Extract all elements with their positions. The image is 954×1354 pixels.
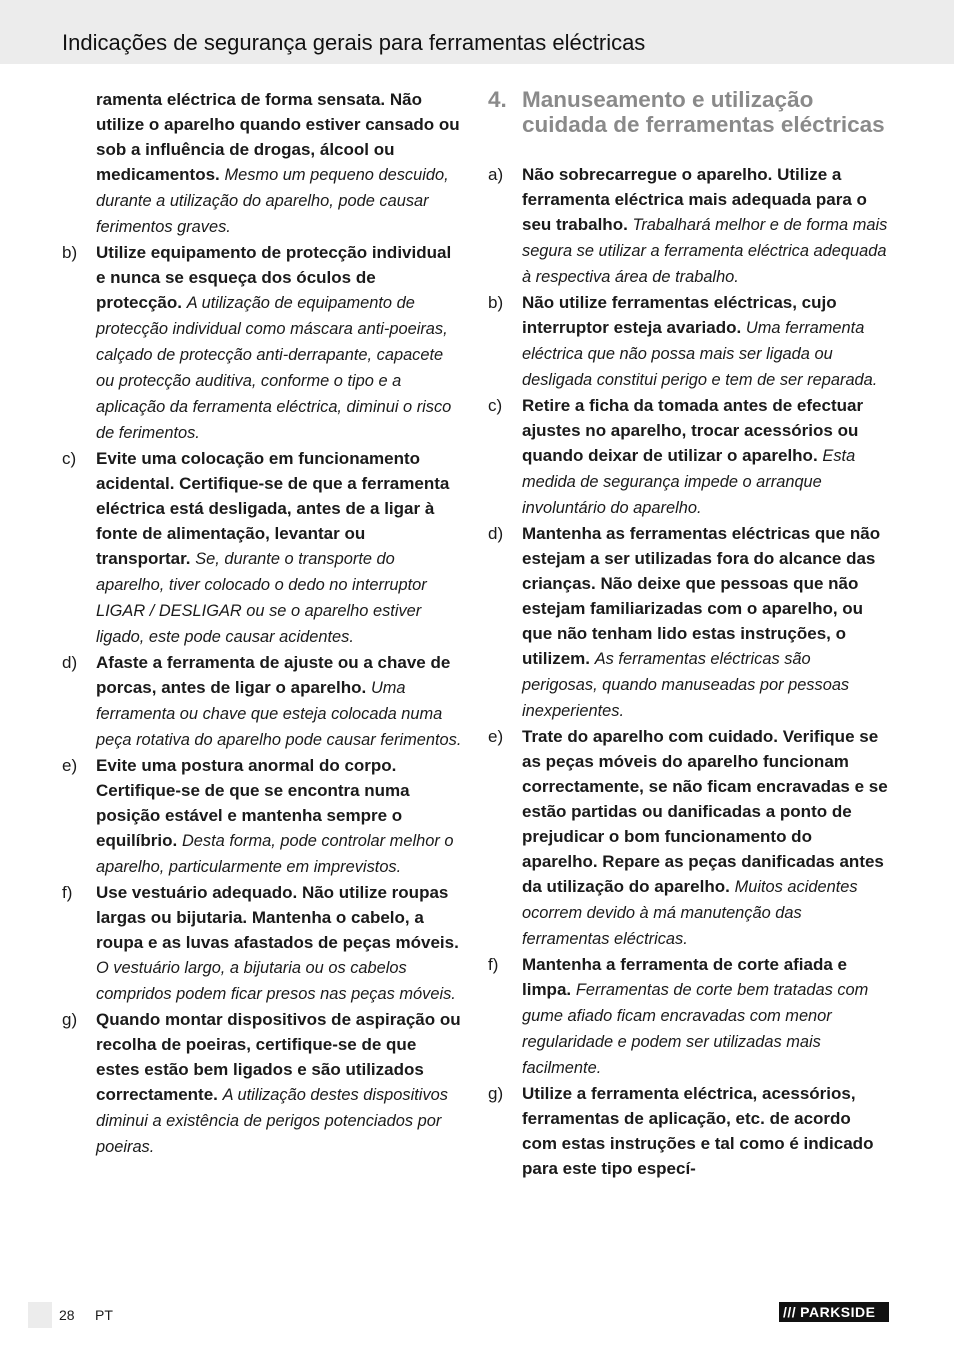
list-item-bold-text: Utilize a ferramenta eléctrica, acessórios, ferramentas de aplicação, etc. de acordo com estas instruções e tal como é indicado para este tipo especí-: [522, 1084, 874, 1178]
list-item-bold-text: Mantenha as ferramentas eléctricas que não estejam a ser utilizadas fora do alcance das crianças. Não deixe que pessoas que não estejam familiarizadas com o aparelho, ou que não tenham lido estas instruções, o utilizem.: [522, 524, 881, 668]
list-item-d: [488, 521, 890, 724]
list-item-g: [62, 1007, 462, 1160]
list-item-label: e): [62, 756, 78, 775]
list-item-label: d): [488, 524, 504, 543]
list-item-label: d): [62, 653, 78, 672]
list-item-italic-text: O vestuário largo, a bijutaria ou os cabelos compridos podem ficar presos nas peças móveis.: [96, 959, 456, 1003]
list-item-bold-text: Não sobrecarregue o aparelho. Utilize a ferramenta eléctrica mais adequada para o seu trabalho.: [522, 165, 867, 234]
list-item-bold-text: Trate do aparelho com cuidado. Verifique se as peças móveis do aparelho funcionam correctamente, se não ficam encravadas e se estão partidas ou danificadas a ponto de prejudicar o bom funcionamento do aparelho. Repare as peças danificadas antes da utilização do aparelho.: [522, 727, 888, 896]
right-column: [488, 87, 890, 1181]
language-code: PT: [95, 1307, 113, 1323]
list-item-f: [488, 952, 890, 1081]
page-title: Indicações de segurança gerais para ferramentas eléctricas: [62, 30, 646, 55]
list-item-bold-text: Quando montar dispositivos de aspiração ou recolha de poeiras, certifique-se de que estes estão bem ligados e são utilizados correctamente.: [96, 1010, 461, 1104]
continued-bold-text: ramenta eléctrica de forma sensata. Não utilize o aparelho quando estiver cansado ou sob a influência de drogas, álcool ou medicamentos.: [96, 90, 460, 184]
page-number: 28: [59, 1307, 75, 1323]
list-item-bold-text: Não utilize ferramentas eléctricas, cujo interruptor esteja avariado.: [522, 293, 837, 337]
list-item-label: b): [62, 243, 78, 262]
list-item-f: [62, 880, 462, 1007]
list-item-c: [62, 446, 462, 650]
list-item-label: e): [488, 727, 504, 746]
list-item-d: [62, 650, 462, 753]
list-item-italic-text: A utilização de equipamento de protecção individual como máscara anti-poeiras, calçado de protecção anti-derrapante, capacete ou protecção auditiva, conforme o tipo e a aplicação da ferramenta eléctrica, diminui o risco de ferimentos.: [96, 294, 452, 442]
list-item-a: [488, 162, 890, 290]
list-item-italic-text: Trabalhará melhor e de forma mais segura se utilizar a ferramenta eléctrica adequada à respectiva área de trabalho.: [522, 216, 888, 286]
continued-paragraph: [62, 87, 462, 240]
logo-text: PARKSIDE: [800, 1304, 876, 1320]
list-item-label: c): [488, 396, 503, 415]
list-item-label: g): [488, 1084, 504, 1103]
list-item-bold-text: Evite uma colocação em funcionamento acidental. Certifique-se de que a ferramenta eléctrica está desligada, antes de a ligar à fonte de alimentação, levantar ou transportar.: [96, 449, 450, 568]
list-item-label: f): [62, 883, 73, 902]
continued-italic-text: Mesmo um pequeno descuido, durante a utilização do aparelho, pode causar ferimentos graves.: [96, 166, 449, 236]
list-item-bold-text: Afaste a ferramenta de ajuste ou a chave de porcas, antes de ligar o aparelho.: [96, 653, 451, 697]
section-number: 4.: [488, 87, 507, 112]
list-item-italic-text: Se, durante o transporte do aparelho, tiver colocado o dedo no interruptor LIGAR / DESLIGAR ou se o aparelho estiver ligado, este pode causar acidentes.: [96, 550, 427, 646]
list-item-bold-text: Mantenha a ferramenta de corte afiada e limpa.: [522, 955, 848, 999]
list-item-bold-text: Evite uma postura anormal do corpo. Certifique-se de que se encontra numa posição estável e mantenha sempre o equilíbrio.: [96, 756, 410, 850]
list-item-label: f): [488, 955, 499, 974]
list-item-bold-text: Use vestuário adequado. Não utilize roupas largas ou bijutaria. Mantenha o cabelo, a roupa e as luvas afastados de peças móveis.: [96, 883, 459, 952]
list-item-label: c): [62, 449, 77, 468]
list-item-italic-text: Desta forma, pode controlar melhor o aparelho, particularmente em imprevistos.: [96, 832, 454, 876]
logo-slashes: ///: [783, 1304, 797, 1320]
list-item-bold-text: Retire a ficha da tomada antes de efectuar ajustes no aparelho, trocar acessórios ou quando deixar de utilizar o aparelho.: [522, 396, 864, 465]
list-item-italic-text: Uma ferramenta eléctrica que não possa mais ser ligada ou desligada constitui perigo e tem de ser reparada.: [522, 319, 878, 389]
list-item-label: a): [488, 165, 504, 184]
list-item-label: b): [488, 293, 504, 312]
list-item-italic-text: Esta medida de segurança impede o arranque involuntário do aparelho.: [522, 447, 856, 517]
list-item-b: [488, 290, 890, 393]
list-item-label: g): [62, 1010, 78, 1029]
list-item-bold-text: Utilize equipamento de protecção individual e nunca se esqueça dos óculos de protecção.: [96, 243, 452, 312]
left-column: [62, 87, 462, 1160]
list-item-italic-text: A utilização destes dispositivos diminui a existência de perigos potenciados por poeiras.: [96, 1086, 448, 1156]
list-item-italic-text: Uma ferramenta ou chave que esteja colocada numa peça rotativa do aparelho pode causar ferimentos.: [96, 679, 462, 749]
page-header: [0, 0, 954, 64]
parkside-logo: [779, 1302, 889, 1322]
list-item-b: [62, 240, 462, 446]
list-item-e: [488, 724, 890, 952]
list-item-italic-text: Muitos acidentes ocorrem devido à má manutenção das ferramentas eléctricas.: [522, 878, 858, 948]
list-item-italic-text: Ferramentas de corte bem tratadas com gume afiado ficam encravadas com menor regularidade e podem ser utilizadas mais facilmente.: [522, 981, 869, 1077]
list-item-e: [62, 753, 462, 880]
section-heading: [488, 87, 890, 137]
list-item-italic-text: As ferramentas eléctricas são perigosas, quando manuseadas por pessoas inexperientes.: [522, 650, 850, 720]
section-title: Manuseamento e utilização cuidada de ferramentas eléctricas: [522, 87, 885, 137]
page-marker-box: [28, 1302, 52, 1328]
list-item-c: [488, 393, 890, 521]
list-item-g: [488, 1081, 890, 1181]
